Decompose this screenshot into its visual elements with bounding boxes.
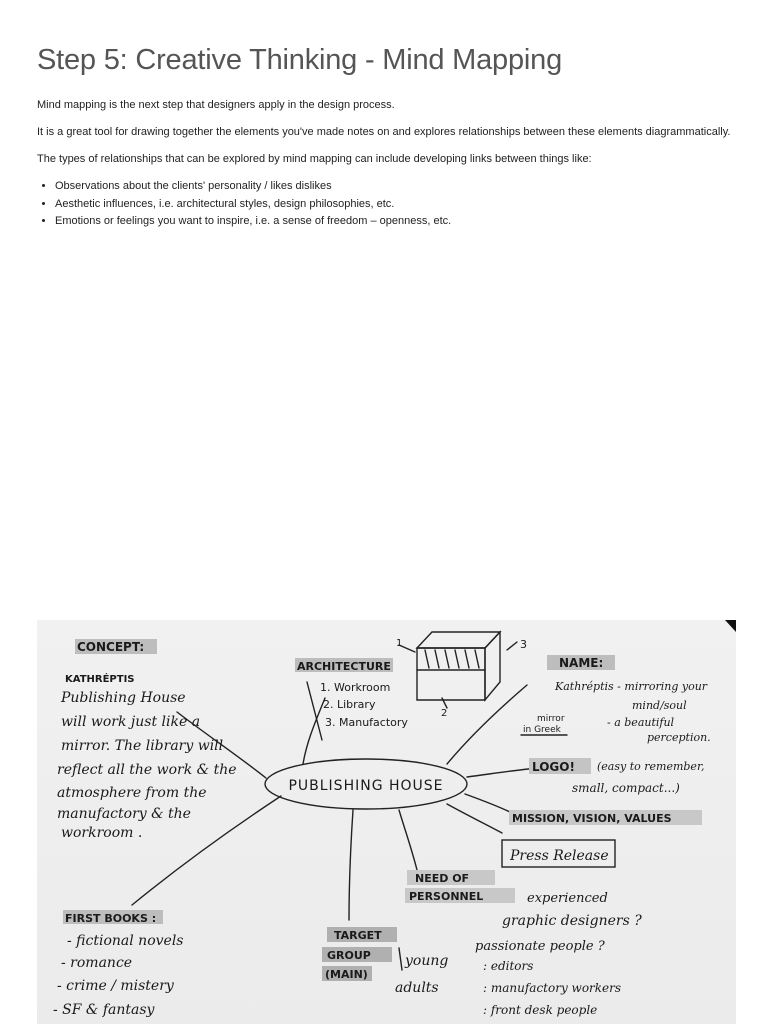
name-line: - a beautiful	[607, 716, 675, 729]
first-books-title: FIRST BOOKS :	[65, 912, 157, 925]
sketch-label: 3	[520, 638, 527, 651]
press-release-label: Press Release	[510, 848, 609, 864]
personnel-title: PERSONNEL	[409, 890, 484, 903]
page-title: Step 5: Creative Thinking - Mind Mapping	[37, 44, 563, 76]
relationship-list	[37, 178, 737, 231]
list-item: • Emotions or feelings you want to inspire, i.e. a sense of freedom – openness, etc.	[55, 213, 737, 231]
name-line: perception.	[647, 731, 711, 744]
architecture-item: 2. Library	[323, 698, 376, 711]
target-value: young	[405, 953, 449, 969]
personnel-item: passionate people ?	[475, 939, 605, 954]
paragraph-tool: It is a great tool for drawing together the elements you've made notes on and explores relationships between these elements diagrammatically.	[37, 126, 731, 138]
corner-mark	[725, 620, 736, 632]
architecture-title: ARCHITECTURE	[297, 660, 391, 673]
architecture-item: 1. Workroom	[320, 681, 391, 694]
personnel-title: NEED OF	[415, 872, 470, 885]
concept-name: KATHRÉPTIS	[65, 674, 135, 685]
personnel-item: : manufactory workers	[483, 981, 622, 995]
target-bracket	[399, 948, 402, 970]
name-line: mind/soul	[632, 699, 687, 712]
logo-title: LOGO!	[532, 760, 575, 774]
first-books-item: - crime / mistery	[57, 978, 174, 994]
personnel-item: : front desk people	[483, 1003, 598, 1017]
mind-map-photo	[37, 620, 736, 1024]
target-value: adults	[395, 980, 439, 996]
article-content	[37, 44, 737, 231]
concept-line: mirror. The library will	[61, 738, 224, 754]
concept-line: atmosphere from the	[57, 785, 207, 801]
concept-line: reflect all the work & the	[57, 762, 237, 778]
personnel-item: experienced	[527, 891, 608, 906]
list-item: • Observations about the clients' personality / likes dislikes	[55, 178, 737, 196]
name-note: mirror	[537, 714, 565, 724]
sketch-label: 1	[396, 638, 403, 649]
concept-line: workroom .	[61, 825, 143, 841]
architecture-item: 3. Manufactory	[325, 716, 408, 729]
mind-map-drawing	[37, 620, 736, 1024]
target-title: TARGET	[334, 929, 382, 942]
concept-line: will work just like a	[61, 714, 201, 730]
concept-line: manufactory & the	[57, 806, 191, 822]
personnel-item: graphic designers ?	[502, 913, 642, 929]
paragraph-relationships: The types of relationships that can be explored by mind mapping can include developing links between things like:	[37, 153, 592, 165]
paragraph-intro: Mind mapping is the next step that designers apply in the design process.	[37, 99, 395, 111]
personnel-item: : editors	[483, 959, 534, 973]
first-books-item: - romance	[61, 955, 133, 971]
building-sketch	[399, 632, 517, 708]
sketch-label: 2	[441, 708, 448, 719]
list-item: • Aesthetic influences, i.e. architectural styles, design philosophies, etc.	[55, 196, 737, 214]
first-books-item: - SF & fantasy	[53, 1002, 155, 1018]
logo-line: small, compact...)	[572, 781, 680, 795]
logo-line: (easy to remember,	[597, 760, 705, 773]
concept-line: Publishing House	[61, 690, 186, 706]
mission-label: MISSION, VISION, VALUES	[512, 812, 672, 825]
first-books-item: - fictional novels	[67, 933, 184, 949]
target-title: GROUP	[327, 949, 371, 962]
name-line: Kathréptis - mirroring your	[555, 680, 708, 693]
target-title: (MAIN)	[325, 968, 368, 981]
center-node-label: PUBLISHING HOUSE	[288, 778, 444, 794]
name-note: in Greek	[523, 725, 561, 735]
name-title: NAME:	[559, 656, 604, 670]
concept-title: CONCEPT:	[77, 640, 145, 654]
